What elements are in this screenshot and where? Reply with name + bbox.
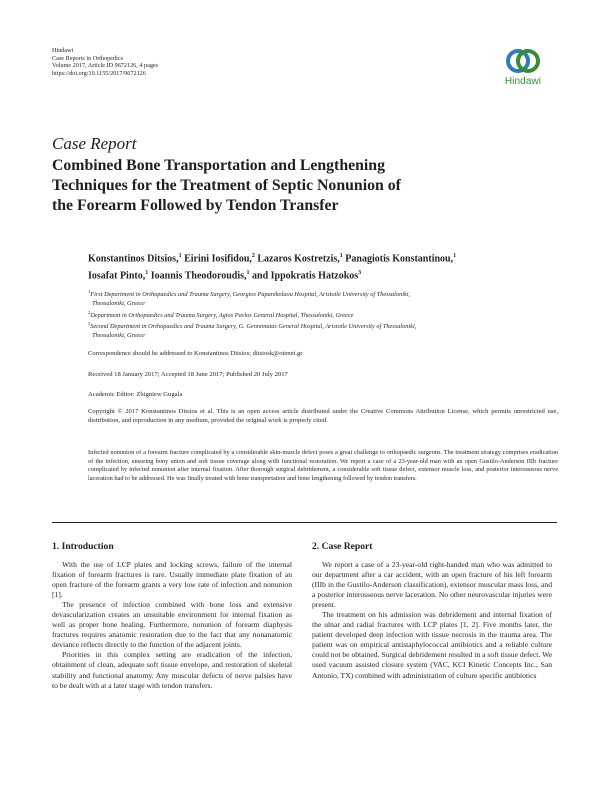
affiliation-line [88,320,558,332]
author-name: Konstantinos Ditsios, [88,253,179,265]
author-affiliation-mark: 1 [178,253,182,259]
author-affiliation-mark: 1 [145,270,149,277]
affiliation-text: Second Department in Orthopaedics and Trauma Surgery, G. Gennimatas General Hospital, Aristotle University of Thessaloniki, [90,323,417,331]
affiliation-number: 3 [88,321,91,327]
paragraph: With the use of LCP plates and locking screws, failure of the internal fixation of forearm fractures is rare. Usually immediate plate fixation of an open fracture of the forearm grants a very low rate of infection and nonunion [1]. [52,560,292,600]
paragraph: The treatment on his admission was debridement and internal fixation of the ulnar and radial fractures with LCP plates [1, 2]. Five months later, the patient developed deep infection with tissue necrosis in the trauma area. The patient was on empirical antistaphylococcal antibiotics and a reliable culture could not be obtained. Surgical debridement resulted in a soft tissue defect. We used vacuum assisted closure system (VAC, KCI Kinetic Concepts Inc., San Antonio, TX) combined with administration of culture specific antibiotics [312,610,552,680]
author-affiliation-mark: 1 [339,253,343,259]
title-line: Techniques for the Treatment of Septic Nonunion of [52,177,401,194]
publication-dates: Received 18 January 2017; Accepted 18 June 2017; Published 20 July 2017 [88,371,288,378]
section-divider [52,522,557,523]
affiliation-number: 2 [88,309,91,315]
journal-info [52,47,158,77]
author-name: Ioannis Theodoroudis, [150,270,247,282]
article-title [52,156,482,216]
correspondence: Correspondence should be addressed to Konstantinos Ditsios; ditsiosk@otenet.gr [88,350,303,357]
affiliation-number: 1 [88,289,91,294]
paragraph: We report a case of a 23-year-old right-handed man who was admitted to our department after a car accident, with an open fracture of his left forearm (IIIb in the Gustilo-Anderson classification), extensor muscular mass loss, and a posterior interosseous nerve laceration. No other neurovascular injuries were present. [312,560,552,610]
paragraph: The presence of infection combined with bone loss and extensive devascularization creates an unsuitable environment for internal fixation as well as proper bone healing. Furthermore, nonunion of forearm diaphysis fractures requires anatomic restoration due to the fact that any nonanatomic deviance reflects directly to the function of the adjacent joints. [52,600,292,650]
author-name: Lazaros Kostretzis, [257,253,340,265]
author-name: Eirini Iosifidou, [184,253,252,265]
hindawi-logo [497,47,549,87]
author-list [88,249,558,284]
affiliation-line: Thessaloniki, Greece [92,299,145,307]
author-affiliation-mark: 1 [246,270,250,277]
title-line: the Forearm Followed by Tendon Transfer [52,197,339,214]
section-heading: 2. Case Report [312,541,373,552]
affiliations [88,288,558,341]
author-affiliation-mark: 3 [358,270,362,277]
hindawi-logo-icon [506,47,540,75]
author-affiliation-mark: 2 [251,253,255,259]
doi-link[interactable]: https://doi.org/10.1155/2017/9672126 [52,69,146,77]
journal-name: Case Reports in Orthopedics [52,54,123,62]
hindawi-logo-text: Hindawi [504,76,542,87]
affiliation-text: Department in Orthopaedics and Trauma Surgery, Agios Pavlos General Hospital, Thessaloniki, Greece [90,311,354,319]
publisher-name: Hindawi [52,47,74,54]
affiliation-line [88,309,558,321]
academic-editor: Academic Editor: Zbigniew Gugala [88,391,183,398]
paragraph: Priorities in this complex setting are eradication of the infection, obtainment of clean, adequate soft tissue envelope, and restoration of skeletal stability and functional anatomy. Any muscular defects of nerve palsies have to be dealt with at a later stage with tendon transfers. [52,650,292,690]
article-type: Case Report [52,134,137,153]
section-heading: 1. Introduction [52,541,114,552]
affiliation-line [88,288,558,300]
title-line: Combined Bone Transportation and Lengthening [52,157,385,174]
author-name: Panagiotis Konstantinou, [345,253,454,265]
abstract: Infected nonunion of a forearm fracture complicated by a considerable skin-muscle defect poses a great challenge to orthopaedic surgeons. The treatment strategy comprises eradication of the infection, ensuring bony union and soft tissue coverage along with functional restoration. We report a case of a 23-year-old man with an open Gustilo-Anderson IIIb fracture complicated by infected nonunion after internal fixation. After thorough surgical debridement, a considerable soft tissue defect, extensor muscle loss, and posterior interosseous nerve laceration had to be addressed. He was finally treated with bone transportation and bone lengthening followed by tendon transfers. [88,449,558,482]
author-name: and Ippokratis Hatzokos [252,270,359,282]
author-name: Iosafat Pinto, [88,270,146,282]
affiliation-text: First Department in Orthopaedics and Trauma Surgery, Georgios Papanikolaou Hospital, Aristotle University of Thessaloniki, [90,291,411,299]
case-report-section [312,541,552,681]
affiliation-line: Thessaloniki, Greece [92,332,145,340]
introduction-section [52,541,292,691]
journal-volume: Volume 2017, Article ID 9672126, 4 pages [52,62,159,70]
author-affiliation-mark: 1 [453,253,457,259]
copyright-notice: Copyright © 2017 Konstantinos Ditsios et al. This is an open access article distributed under the Creative Commons Attribution License, which permits unrestricted use, distribution, and reproduction in any medium, provided the original work is properly cited. [88,408,558,424]
